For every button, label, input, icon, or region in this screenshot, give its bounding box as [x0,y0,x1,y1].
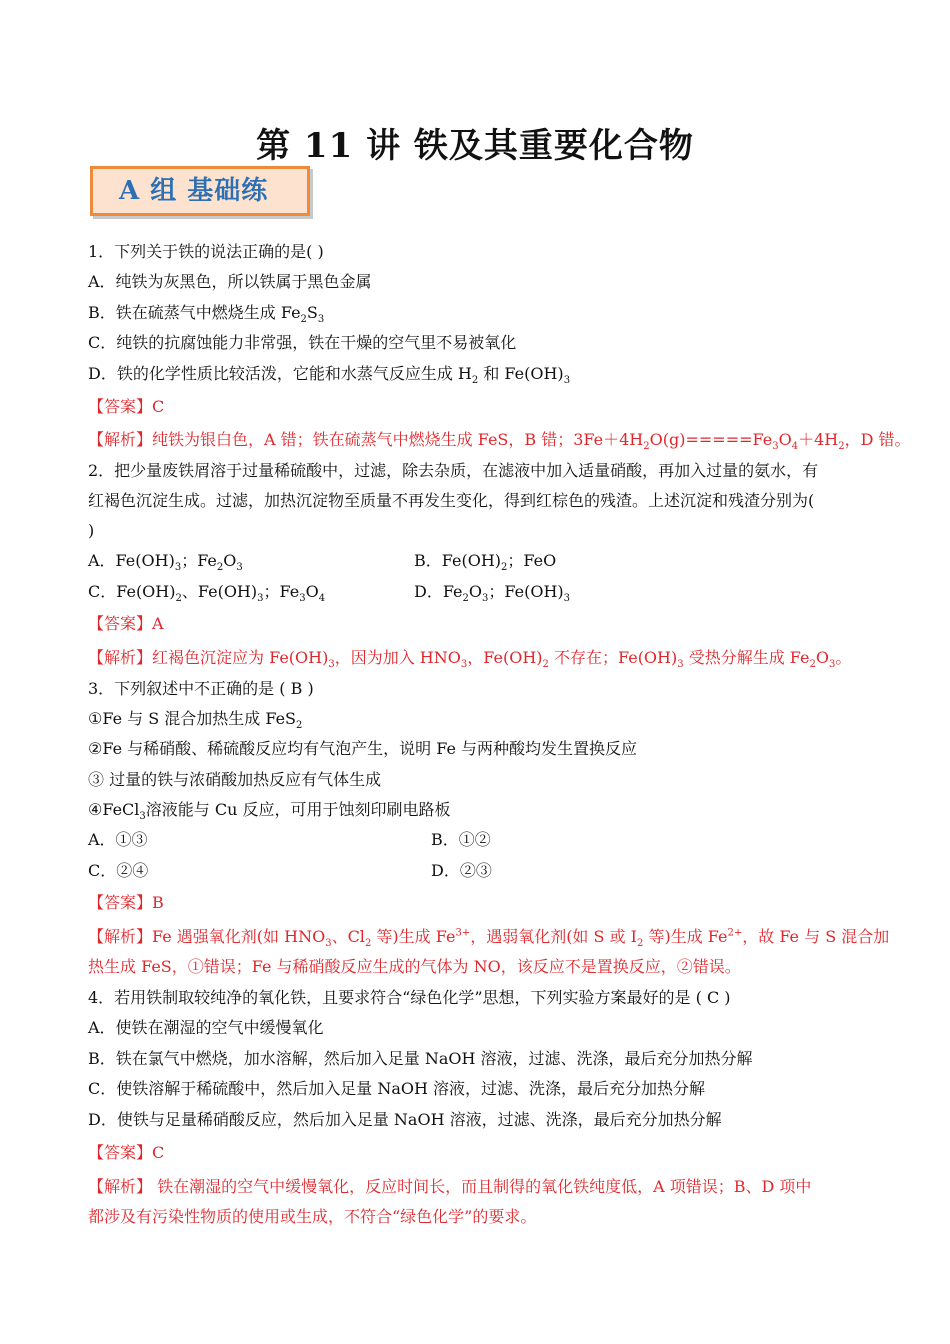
q4-option-d: D．使铁与足量稀硝酸反应，然后加入足量 NaOH 溶液，过滤、洗涤，最后充分加热分解 [88,1110,722,1129]
q1-answer: 【答案】C [88,397,165,416]
section-banner-label: A 组 基础练 [119,176,269,206]
q3-item-2: ②Fe 与稀硝酸、稀硫酸反应均有气泡产生，说明 Fe 与两种酸均发生置换反应 [88,739,637,758]
q3-explanation-line-1: 【解析】Fe 遇强氧化剂(如 $HNO_3$、$Cl_2$ 等)生成 $Fe^{3+}$，遇弱氧化剂(如 S 或 $I_2$ 等)生成 $Fe^{2+}$，故 Fe 与 S 混合加 [88,927,890,950]
q4-option-a: A．使铁在潮湿的空气中缓慢氧化 [88,1018,324,1037]
q3-option-a: A．①③ [88,830,148,849]
q4-stem: 4．若用铁制取较纯净的氧化铁，且要求符合“绿色化学”思想，下列实验方案最好的是 ( C ) [88,988,731,1007]
q3-stem: 3．下列叙述中不正确的是 ( B ) [88,679,314,698]
q2-option-d: D．$Fe_2O_3$；$Fe(OH)_3$ [414,582,571,605]
q2-stem-line-3: ) [88,521,95,540]
q3-option-c: C．②④ [88,861,149,880]
q2-stem-line-2: 红褐色沉淀生成。过滤，加热沉淀物至质量不再发生变化，得到红棕色的残渣。上述沉淀和残渣分别为( [88,491,815,510]
q1-option-c: C．纯铁的抗腐蚀能力非常强，铁在干燥的空气里不易被氧化 [88,333,517,352]
q2-option-c: C．$Fe(OH)_2$、$Fe(OH)_3$；$Fe_3O_4$ [88,582,326,605]
q3-options-row-1 [88,825,878,855]
q4-option-c: C．使铁溶解于稀硫酸中，然后加入足量 NaOH 溶液，过滤、洗涤，最后充分加热分解 [88,1079,706,1098]
q2-answer: 【答案】A [88,614,164,633]
q2-explanation: 【解析】红褐色沉淀应为 $Fe(OH)_3$，因为加入 $HNO_3$，$Fe(OH)_2$ 不存在；$Fe(OH)_3$ 受热分解生成 $Fe_2O_3$。 [88,648,852,671]
q1-explanation: 【解析】纯铁为银白色，A 错；铁在硫蒸气中燃烧生成 FeS，B 错；$3Fe+4H_2O(g)=====Fe_3O_4+4H_2$，D 错。 [88,430,911,453]
q1-stem: 1．下列关于铁的说法正确的是( ) [88,242,324,261]
q1-option-b: B．铁在硫蒸气中燃烧生成 $Fe_2S_3$ [88,303,325,326]
q2-options-row-2 [88,577,878,607]
q3-item-1: ①Fe 与 S 混合加热生成 FeS$_2$ [88,709,303,732]
q3-option-d: D．②③ [431,861,492,880]
q1-option-a: A．纯铁为灰黑色，所以铁属于黑色金属 [88,272,372,291]
q4-explanation-line-1: 【解析】 铁在潮湿的空气中缓慢氧化，反应时间长，而且制得的氧化铁纯度低，A 项错误；B、D 项中 [88,1177,812,1196]
q3-item-3: ③ 过量的铁与浓硝酸加热反应有气体生成 [88,770,382,789]
section-banner [90,166,310,216]
q3-options-row-2 [88,856,878,886]
q3-explanation-line-2: 热生成 FeS，①错误；Fe 与稀硝酸反应生成的气体为 NO，该反应不是置换反应，②错误。 [88,957,741,976]
q4-answer: 【答案】C [88,1143,165,1162]
q3-answer: 【答案】B [88,893,164,912]
q3-item-4: ④FeCl$_3$溶液能与 Cu 反应，可用于蚀刻印刷电路板 [88,800,451,823]
q1-option-d: D．铁的化学性质比较活泼，它能和水蒸气反应生成 $H_2$ 和 $Fe(OH)_3$ [88,364,571,387]
q2-options-row-1 [88,546,878,576]
q2-stem-line-1: 2．把少量废铁屑溶于过量稀硫酸中，过滤，除去杂质，在滤液中加入适量硝酸，再加入过量的氨水，有 [88,461,819,480]
q4-explanation-line-2: 都涉及有污染性物质的使用或生成，不符合“绿色化学”的要求。 [88,1207,537,1226]
q2-option-b: B．$Fe(OH)_2$；FeO [414,551,557,574]
q3-option-b: B．①② [431,830,491,849]
q2-option-a: A．$Fe(OH)_3$；$Fe_2O_3$ [88,551,243,574]
q4-option-b: B．铁在氯气中燃烧，加水溶解，然后加入足量 NaOH 溶液，过滤、洗涤，最后充分加热分解 [88,1049,753,1068]
page-title: 第 11 讲 铁及其重要化合物 [256,126,694,166]
